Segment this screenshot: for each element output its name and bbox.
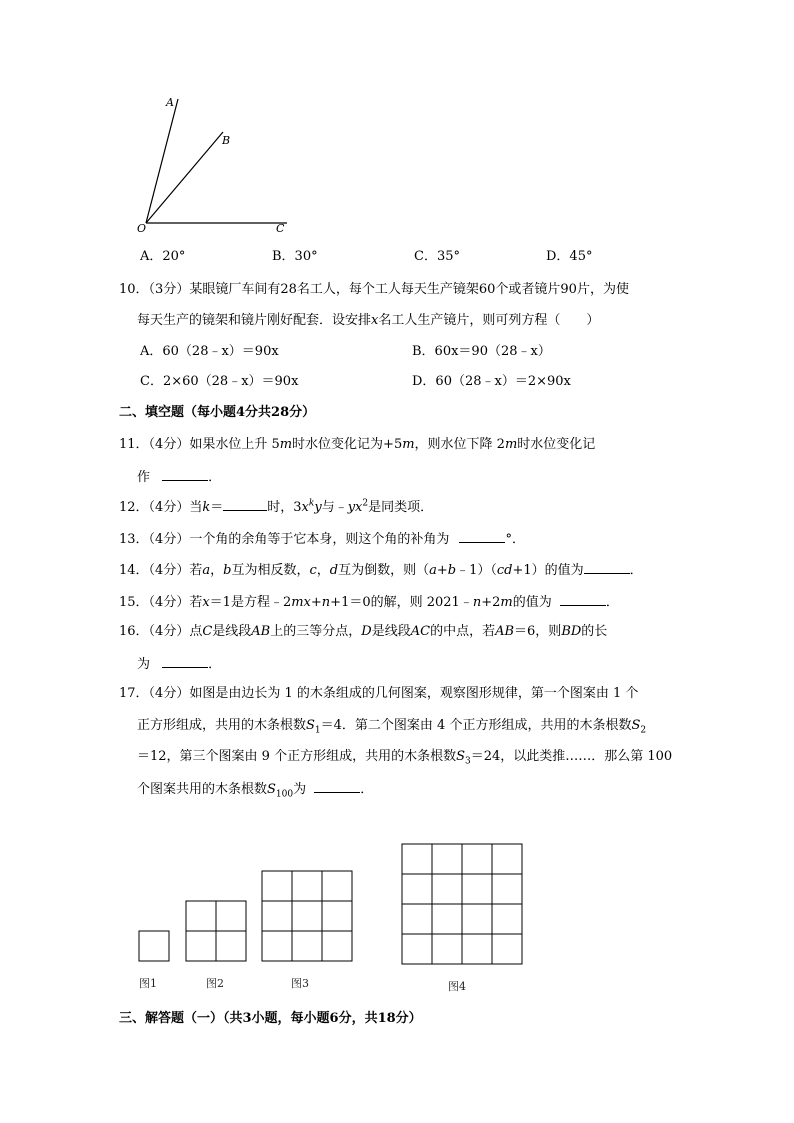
q17-s2: 2 bbox=[640, 725, 647, 736]
question-13 bbox=[119, 530, 525, 548]
q16-end: ． bbox=[208, 657, 222, 672]
q15-m2: m bbox=[500, 595, 513, 610]
answer-blank[interactable] bbox=[162, 655, 208, 668]
question-14 bbox=[119, 561, 643, 579]
q16-BD: BD bbox=[561, 624, 582, 639]
caption-figure-2: 图2 bbox=[206, 977, 224, 990]
q12-y: y bbox=[314, 500, 322, 515]
q12-b: ＝ bbox=[210, 500, 224, 515]
q17-S1: S bbox=[306, 718, 315, 733]
section-3-heading: 三、解答题（一）（共3小题，每小题6分，共18分） bbox=[119, 1011, 422, 1026]
label-C: C bbox=[276, 222, 285, 235]
q11-a: 11．（4分）如果水位上升 5 bbox=[119, 437, 280, 452]
q15-a: 15．（4分）若 bbox=[119, 595, 203, 610]
q16-f: ＝6，则 bbox=[514, 624, 562, 639]
q11-end: ． bbox=[208, 470, 222, 485]
question-16-line2 bbox=[137, 655, 221, 673]
q11-d: 时水位变化记 bbox=[517, 437, 596, 452]
label-O: O bbox=[137, 222, 147, 235]
q16-AB2: AB bbox=[495, 624, 515, 639]
q15-d: +1＝0的解，则 2021﹣ bbox=[330, 595, 473, 610]
q15-n: n bbox=[321, 595, 331, 610]
q10-text-2b: 名工人生产镜片，则可列方程（ ） bbox=[378, 313, 600, 328]
q12-c: 时，3 bbox=[267, 500, 302, 515]
q10-option-d: D．60（28﹣x）＝2×90x bbox=[412, 374, 571, 389]
q17-S100: S bbox=[267, 782, 276, 797]
q16-a: 16．（4分）点 bbox=[119, 624, 203, 639]
question-17-line3 bbox=[137, 749, 672, 765]
question-16-line1 bbox=[119, 624, 607, 640]
q16-D: D bbox=[361, 624, 372, 639]
label-A: A bbox=[166, 96, 174, 109]
grid-figure-2 bbox=[186, 901, 246, 961]
grid-figure-1 bbox=[139, 931, 169, 961]
caption-figure-4: 图4 bbox=[448, 980, 466, 993]
q16-c: 上的三等分点， bbox=[270, 624, 362, 639]
q15-e: +2 bbox=[481, 595, 501, 610]
q9-option-b: B．30° bbox=[272, 249, 318, 264]
q15-c: + bbox=[310, 595, 322, 610]
question-11-line2 bbox=[137, 468, 221, 486]
question-15 bbox=[119, 593, 619, 611]
q12-exp2: 2 bbox=[362, 498, 369, 509]
q14-b: ， bbox=[210, 563, 224, 578]
q17-s3: 3 bbox=[464, 756, 471, 767]
q16-AB: AB bbox=[251, 624, 271, 639]
answer-blank[interactable] bbox=[162, 468, 208, 481]
q12-a: 12．（4分）当 bbox=[119, 500, 203, 515]
question-11-line1 bbox=[119, 437, 595, 453]
caption-figure-3: 图3 bbox=[291, 977, 309, 990]
q14-v2: b bbox=[223, 563, 232, 578]
q14-d: ， bbox=[316, 563, 330, 578]
q12-x: x bbox=[301, 500, 309, 515]
square-pattern-figure bbox=[130, 838, 530, 973]
q14-f: a+b bbox=[429, 563, 457, 578]
q16-d: 是线段 bbox=[371, 624, 411, 639]
q11-m2: m bbox=[402, 437, 415, 452]
q14-h: cd bbox=[496, 563, 513, 578]
q10-var: x bbox=[371, 313, 379, 328]
q17-2b: ＝4．第二个图案由 4 个正方形组成，共用的木条根数 bbox=[320, 718, 632, 733]
q15-m: mx bbox=[291, 595, 311, 610]
q10-number: 10． bbox=[119, 282, 149, 297]
q17-3b: ＝24，以此类推……．那么第 100 bbox=[470, 749, 673, 764]
q16-g: 的长 bbox=[581, 624, 608, 639]
section-2-heading: 二、填空题（每小题4分共28分） bbox=[119, 405, 316, 420]
q15-f: 的值为 bbox=[512, 595, 552, 610]
q9-option-a: A．20° bbox=[140, 249, 186, 264]
q17-end: ． bbox=[360, 782, 374, 797]
answer-blank[interactable] bbox=[459, 530, 505, 543]
q16-C: C bbox=[202, 624, 213, 639]
q10-text-2a: 每天生产的镜架和镜片刚好配套．设安排 bbox=[137, 313, 372, 328]
answer-blank[interactable] bbox=[223, 498, 267, 511]
q15-end: ． bbox=[605, 595, 619, 610]
q15-n2: n bbox=[472, 595, 482, 610]
q14-v3: c bbox=[309, 563, 317, 578]
grid-figure-3 bbox=[262, 871, 352, 961]
answer-blank[interactable] bbox=[314, 780, 360, 793]
q10-text-1: 某眼镜厂车间有28名工人，每个工人每天生产镜架60个或者镜片90片，为使 bbox=[189, 282, 629, 297]
q9-option-c: C．35° bbox=[414, 249, 460, 264]
q14-end: ． bbox=[629, 563, 643, 578]
question-17-line1: 17．（4分）如图是由边长为 1 的木条组成的几何图案，观察图形规律，第一个图案由 1 个 bbox=[119, 686, 639, 701]
q17-2a: 正方形组成，共用的木条根数 bbox=[137, 718, 307, 733]
q11-m1: m bbox=[279, 437, 293, 452]
q10-score: （3分） bbox=[148, 282, 190, 297]
q10-option-a: A．60（28﹣x）＝90x bbox=[140, 344, 279, 359]
label-B: B bbox=[222, 134, 231, 147]
answer-blank[interactable] bbox=[584, 561, 630, 574]
q12-e: 是同类项． bbox=[368, 500, 434, 515]
grid-figure-4 bbox=[402, 844, 522, 964]
question-10-line2 bbox=[137, 313, 599, 329]
q9-option-d: D．45° bbox=[546, 249, 593, 264]
q10-option-c: C．2×60（28﹣x）＝90x bbox=[140, 374, 299, 389]
q12-d: 与﹣ bbox=[321, 500, 348, 515]
q14-v4: d bbox=[329, 563, 339, 578]
answer-blank[interactable] bbox=[560, 593, 606, 606]
q10-option-b: B．60x＝90（28﹣x） bbox=[412, 344, 551, 359]
angle-figure bbox=[130, 92, 305, 242]
q13-a: 13．（4分）一个角的余角等于它本身，则这个角的补角为 bbox=[119, 532, 450, 547]
question-12 bbox=[119, 498, 433, 516]
q15-b: ＝1是方程﹣2 bbox=[209, 595, 292, 610]
q17-S2: S bbox=[631, 718, 641, 733]
q14-v1: a bbox=[202, 563, 211, 578]
question-17-line2 bbox=[137, 718, 646, 734]
q16-AC: AC bbox=[410, 624, 431, 639]
q17-s100: 100 bbox=[275, 789, 294, 800]
q16-line2: 为 bbox=[137, 657, 151, 672]
q17-s1: 1 bbox=[314, 725, 321, 736]
q17-4b: 为 bbox=[293, 782, 307, 797]
q14-c: 互为相反数， bbox=[231, 563, 310, 578]
q17-3a: ＝12，第三个图案由 9 个正方形组成，共用的木条根数 bbox=[137, 749, 457, 764]
q15-x: x bbox=[202, 595, 210, 610]
q11-m3: m bbox=[504, 437, 518, 452]
q14-i: +1）的值为 bbox=[512, 563, 584, 578]
q17-S3: S bbox=[456, 749, 465, 764]
question-17-line4 bbox=[137, 780, 373, 798]
q14-a: 14．（4分）若 bbox=[119, 563, 203, 578]
q14-g: ﹣1）（ bbox=[456, 563, 497, 578]
q16-e: 的中点，若 bbox=[430, 624, 496, 639]
q13-b: °． bbox=[505, 532, 525, 547]
caption-figure-1: 图1 bbox=[139, 977, 157, 990]
q17-4a: 个图案共用的木条根数 bbox=[137, 782, 268, 797]
q12-kexp: k bbox=[308, 498, 315, 509]
q12-yx: yx bbox=[347, 500, 363, 515]
q11-c: ，则水位下降 2 bbox=[414, 437, 505, 452]
q14-e: 互为倒数，则（ bbox=[338, 563, 430, 578]
q11-line2: 作 bbox=[137, 470, 151, 485]
q16-b: 是线段 bbox=[212, 624, 252, 639]
question-10-line1 bbox=[119, 282, 629, 298]
q11-b: 时水位变化记为+5 bbox=[292, 437, 403, 452]
q12-k: k bbox=[202, 500, 211, 515]
